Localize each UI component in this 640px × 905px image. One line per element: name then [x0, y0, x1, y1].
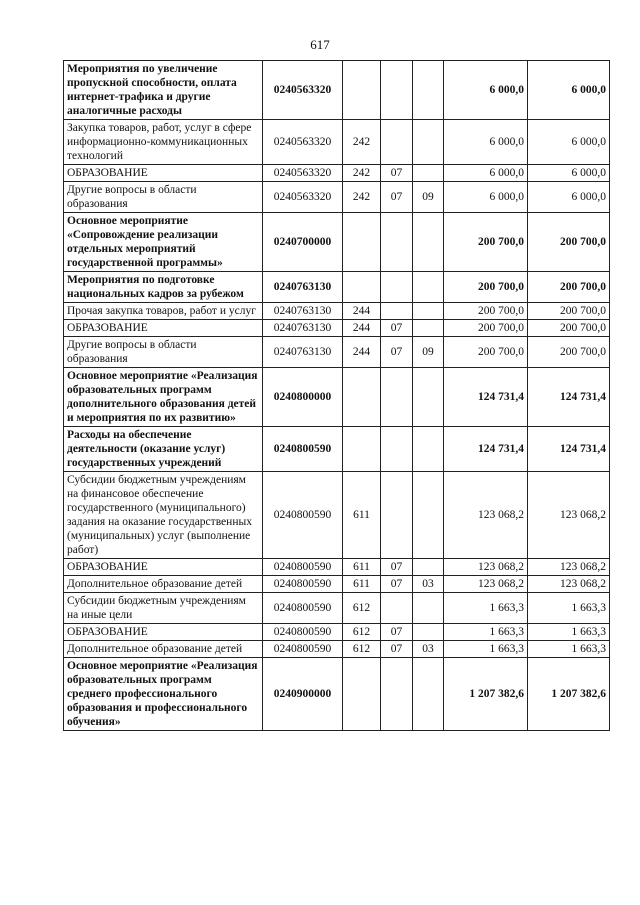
section-code	[381, 303, 413, 320]
amount-year-1: 1 207 382,6	[444, 658, 528, 731]
section-code: 07	[381, 320, 413, 337]
expense-type-code	[343, 427, 381, 472]
amount-year-1: 200 700,0	[444, 272, 528, 303]
target-code: 0240800590	[263, 576, 343, 593]
section-code	[381, 368, 413, 427]
table-row	[64, 427, 610, 472]
table-row	[64, 213, 610, 272]
amount-year-2: 124 731,4	[528, 427, 610, 472]
amount-year-1: 123 068,2	[444, 472, 528, 559]
expense-type-code	[343, 61, 381, 120]
amount-year-2: 200 700,0	[528, 272, 610, 303]
amount-year-2: 6 000,0	[528, 61, 610, 120]
target-code: 0240800590	[263, 472, 343, 559]
amount-year-2: 1 207 382,6	[528, 658, 610, 731]
expense-type-code: 611	[343, 576, 381, 593]
row-name: Основное мероприятие «Сопровождение реализации отдельных мероприятий государственной программы»	[64, 213, 263, 272]
amount-year-2: 123 068,2	[528, 559, 610, 576]
subsection-code	[413, 320, 444, 337]
amount-year-2: 6 000,0	[528, 120, 610, 165]
subsection-code	[413, 213, 444, 272]
row-name: ОБРАЗОВАНИЕ	[64, 559, 263, 576]
amount-year-1: 1 663,3	[444, 593, 528, 624]
amount-year-2: 1 663,3	[528, 624, 610, 641]
amount-year-2: 123 068,2	[528, 472, 610, 559]
table-row	[64, 182, 610, 213]
section-code: 07	[381, 624, 413, 641]
expense-type-code: 242	[343, 120, 381, 165]
expense-type-code: 611	[343, 559, 381, 576]
subsection-code	[413, 624, 444, 641]
row-name: Дополнительное образование детей	[64, 576, 263, 593]
row-name: Другие вопросы в области образования	[64, 337, 263, 368]
target-code: 0240563320	[263, 165, 343, 182]
section-code	[381, 472, 413, 559]
expense-type-code	[343, 658, 381, 731]
row-name: ОБРАЗОВАНИЕ	[64, 165, 263, 182]
target-code: 0240700000	[263, 213, 343, 272]
page-number: 617	[310, 37, 330, 52]
subsection-code	[413, 303, 444, 320]
section-code: 07	[381, 576, 413, 593]
subsection-code	[413, 120, 444, 165]
row-name: Субсидии бюджетным учреждениям на финансовое обеспечение государственного (муниципального) задания на оказание государственных (муниципальных) услуг (выполнение работ)	[64, 472, 263, 559]
amount-year-2: 200 700,0	[528, 303, 610, 320]
row-name: Субсидии бюджетным учреждениям на иные цели	[64, 593, 263, 624]
section-code	[381, 213, 413, 272]
amount-year-2: 6 000,0	[528, 165, 610, 182]
amount-year-2: 1 663,3	[528, 641, 610, 658]
amount-year-1: 124 731,4	[444, 368, 528, 427]
amount-year-1: 6 000,0	[444, 182, 528, 213]
expense-type-code	[343, 368, 381, 427]
row-name: ОБРАЗОВАНИЕ	[64, 624, 263, 641]
target-code: 0240763130	[263, 303, 343, 320]
table-row	[64, 320, 610, 337]
expense-type-code: 611	[343, 472, 381, 559]
table-row	[64, 641, 610, 658]
row-name: Дополнительное образование детей	[64, 641, 263, 658]
row-name: Мероприятия по увеличение пропускной способности, оплата интернет-трафика и другие аналогичные расходы	[64, 61, 263, 120]
amount-year-1: 200 700,0	[444, 303, 528, 320]
subsection-code: 03	[413, 576, 444, 593]
subsection-code	[413, 165, 444, 182]
expense-type-code: 612	[343, 641, 381, 658]
expense-type-code	[343, 272, 381, 303]
target-code: 0240800590	[263, 559, 343, 576]
table-row	[64, 658, 610, 731]
target-code: 0240563320	[263, 61, 343, 120]
subsection-code	[413, 472, 444, 559]
section-code	[381, 120, 413, 165]
section-code: 07	[381, 337, 413, 368]
expense-type-code: 242	[343, 165, 381, 182]
amount-year-2: 200 700,0	[528, 320, 610, 337]
amount-year-1: 1 663,3	[444, 624, 528, 641]
amount-year-1: 1 663,3	[444, 641, 528, 658]
row-name: Мероприятия по подготовке национальных кадров за рубежом	[64, 272, 263, 303]
table-row	[64, 472, 610, 559]
target-code: 0240763130	[263, 337, 343, 368]
row-name: ОБРАЗОВАНИЕ	[64, 320, 263, 337]
subsection-code: 09	[413, 182, 444, 213]
section-code: 07	[381, 182, 413, 213]
table-row	[64, 272, 610, 303]
subsection-code: 03	[413, 641, 444, 658]
expense-type-code	[343, 213, 381, 272]
amount-year-1: 200 700,0	[444, 337, 528, 368]
row-name: Другие вопросы в области образования	[64, 182, 263, 213]
subsection-code	[413, 658, 444, 731]
table-row	[64, 61, 610, 120]
amount-year-1: 123 068,2	[444, 576, 528, 593]
target-code: 0240763130	[263, 272, 343, 303]
amount-year-2: 1 663,3	[528, 593, 610, 624]
subsection-code: 09	[413, 337, 444, 368]
amount-year-1: 123 068,2	[444, 559, 528, 576]
section-code	[381, 427, 413, 472]
expense-type-code: 612	[343, 624, 381, 641]
row-name: Основное мероприятие «Реализация образовательных программ дополнительного образования детей и мероприятия по их развитию»	[64, 368, 263, 427]
section-code: 07	[381, 641, 413, 658]
amount-year-1: 6 000,0	[444, 165, 528, 182]
target-code: 0240900000	[263, 658, 343, 731]
subsection-code	[413, 61, 444, 120]
section-code	[381, 272, 413, 303]
budget-table	[63, 60, 610, 731]
expense-type-code: 244	[343, 320, 381, 337]
subsection-code	[413, 559, 444, 576]
target-code: 0240800590	[263, 593, 343, 624]
amount-year-2: 200 700,0	[528, 337, 610, 368]
target-code: 0240563320	[263, 182, 343, 213]
subsection-code	[413, 427, 444, 472]
table-row	[64, 165, 610, 182]
amount-year-1: 124 731,4	[444, 427, 528, 472]
section-code: 07	[381, 559, 413, 576]
table-row	[64, 337, 610, 368]
amount-year-2: 123 068,2	[528, 576, 610, 593]
subsection-code	[413, 593, 444, 624]
section-code	[381, 61, 413, 120]
target-code: 0240800590	[263, 427, 343, 472]
expense-type-code: 244	[343, 337, 381, 368]
row-name: Расходы на обеспечение деятельности (оказание услуг) государственных учреждений	[64, 427, 263, 472]
table-row	[64, 368, 610, 427]
subsection-code	[413, 272, 444, 303]
amount-year-1: 6 000,0	[444, 120, 528, 165]
table-row	[64, 120, 610, 165]
table-row	[64, 576, 610, 593]
amount-year-1: 200 700,0	[444, 213, 528, 272]
table-row	[64, 303, 610, 320]
expense-type-code: 242	[343, 182, 381, 213]
target-code: 0240800000	[263, 368, 343, 427]
expense-type-code: 612	[343, 593, 381, 624]
subsection-code	[413, 368, 444, 427]
table-row	[64, 593, 610, 624]
amount-year-2: 6 000,0	[528, 182, 610, 213]
target-code: 0240763130	[263, 320, 343, 337]
amount-year-1: 6 000,0	[444, 61, 528, 120]
section-code	[381, 658, 413, 731]
row-name: Прочая закупка товаров, работ и услуг	[64, 303, 263, 320]
target-code: 0240563320	[263, 120, 343, 165]
target-code: 0240800590	[263, 624, 343, 641]
amount-year-2: 124 731,4	[528, 368, 610, 427]
target-code: 0240800590	[263, 641, 343, 658]
row-name: Закупка товаров, работ, услуг в сфере информационно-коммуникационных технологий	[64, 120, 263, 165]
row-name: Основное мероприятие «Реализация образовательных программ среднего профессионального образования и профессионального обучения»	[64, 658, 263, 731]
section-code	[381, 593, 413, 624]
budget-table-body	[64, 61, 610, 731]
amount-year-1: 200 700,0	[444, 320, 528, 337]
amount-year-2: 200 700,0	[528, 213, 610, 272]
expense-type-code: 244	[343, 303, 381, 320]
section-code: 07	[381, 165, 413, 182]
table-row	[64, 624, 610, 641]
table-row	[64, 559, 610, 576]
